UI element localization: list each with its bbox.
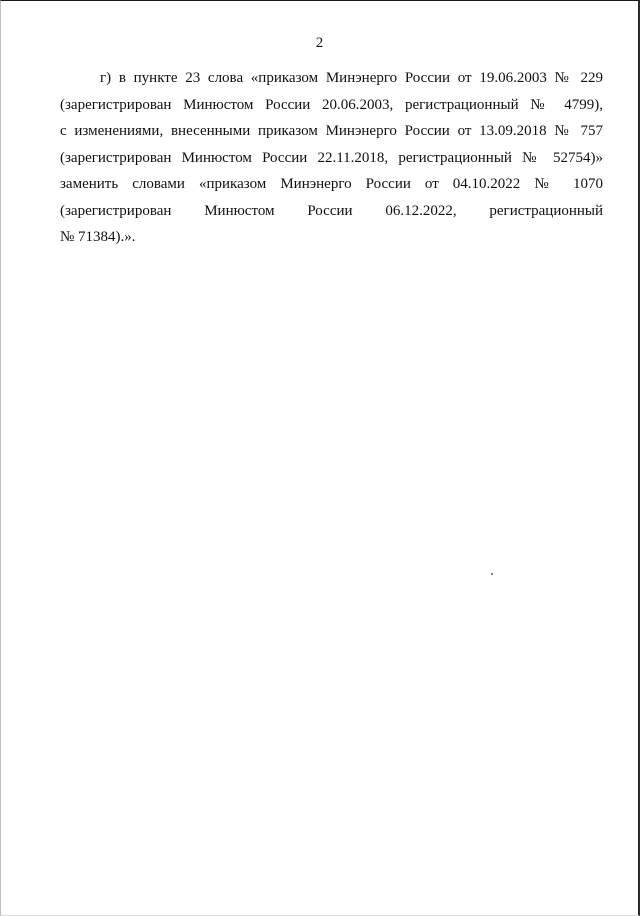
paragraph-line: (зарегистрирован Минюстом России 20.06.2003, регистрационный № 4799), <box>60 96 603 113</box>
paragraph-line: заменить словами «приказом Минэнерго России от 04.10.2022 № 1070 <box>60 176 603 192</box>
scan-speck <box>491 573 493 575</box>
amendment-paragraph <box>60 65 603 251</box>
page-number: 2 <box>315 35 324 51</box>
paragraph-line: (зарегистрирован Минюстом России 06.12.2022, регистрационный <box>60 202 603 219</box>
paragraph-line: с изменениями, внесенными приказом Минэнерго России от 13.09.2018 № 757 <box>60 123 603 139</box>
paragraph-line: (зарегистрирован Минюстом России 22.11.2018, регистрационный № 52754)» <box>60 149 603 166</box>
paragraph-line: г) в пункте 23 слова «приказом Минэнерго России от 19.06.2003 № 229 <box>100 70 603 86</box>
paragraph-line: № 71384).». <box>60 229 136 245</box>
